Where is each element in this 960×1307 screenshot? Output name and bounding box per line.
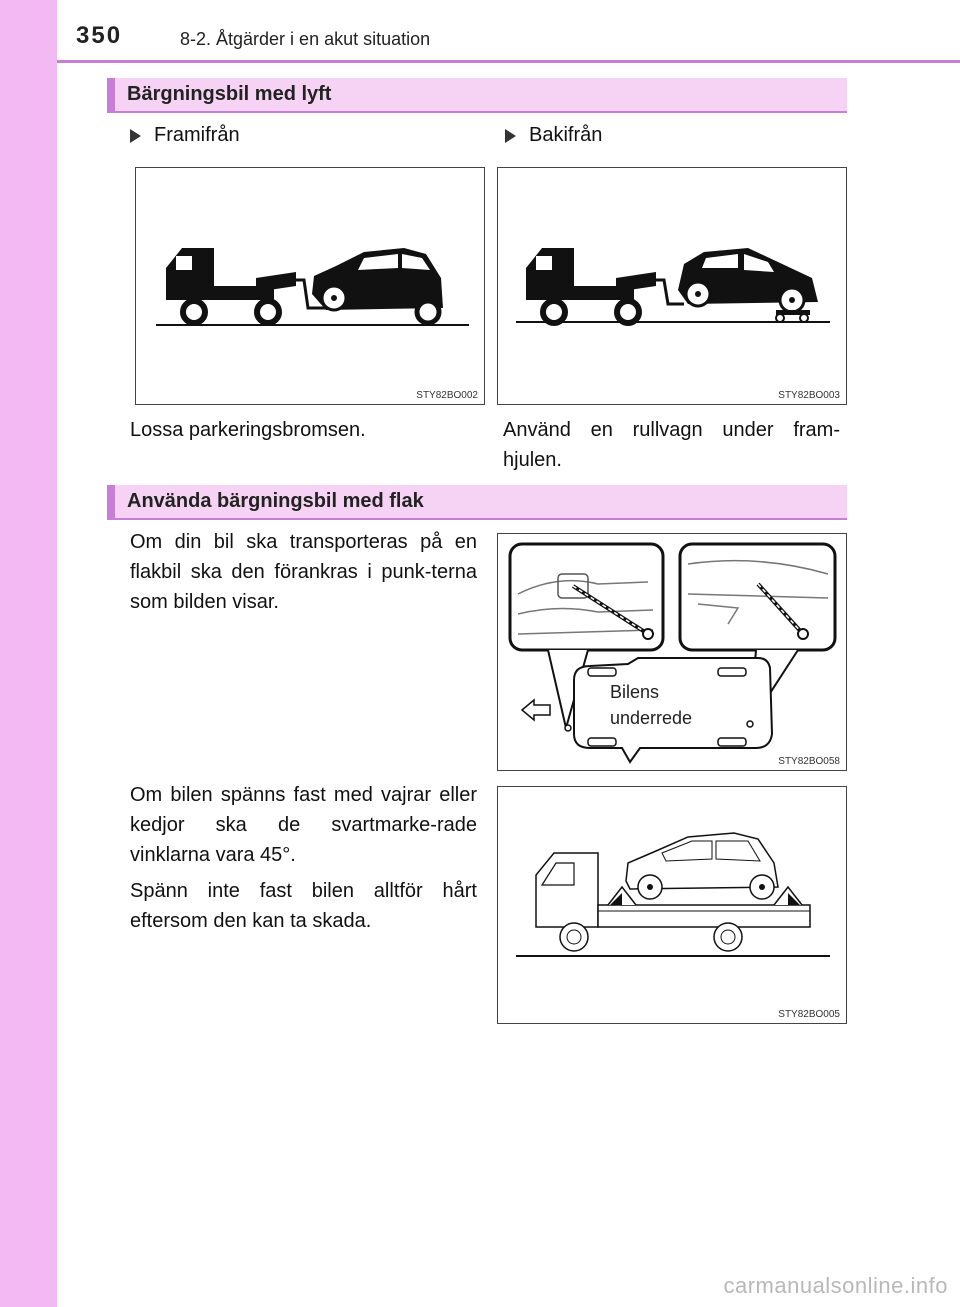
section-title-lift-truck xyxy=(107,78,847,113)
text-use-dolly: Använd en rullvagn under fram-hjulen. xyxy=(503,419,840,471)
text-flatbed-anchor: Om din bil ska transporteras på en flakbil ska den förankras i punk-terna som bilden visar. xyxy=(130,531,477,613)
figure-flatbed-truck xyxy=(497,786,847,1024)
page-number: 350 xyxy=(76,22,123,49)
subhead-rear xyxy=(505,124,602,147)
subhead-front xyxy=(130,124,240,147)
triangle-bullet-icon xyxy=(130,129,141,143)
figure-code: STY82BO058 xyxy=(778,756,840,767)
text-chain-angle: Om bilen spänns fast med vajrar eller kedjor ska de svartmarke-rade vinklarna vara 45°. xyxy=(130,784,477,866)
section-title-text: Bärgningsbil med lyft xyxy=(127,83,332,105)
figure-tow-front xyxy=(135,167,485,405)
text-release-brake: Lossa parkeringsbromsen. xyxy=(130,419,366,441)
tow-truck-rear-illustration xyxy=(498,168,846,404)
section-title-flatbed xyxy=(107,485,847,520)
figure-code: STY82BO002 xyxy=(416,390,478,401)
figure-tie-down-points xyxy=(497,533,847,771)
chapter-title: 8-2. Åtgärder i en akut situation xyxy=(180,29,431,49)
left-color-strip xyxy=(0,0,57,1307)
label-underbody-line1: Bilens xyxy=(610,682,660,702)
triangle-bullet-icon xyxy=(505,129,516,143)
watermark: carmanualsonline.info xyxy=(723,1273,948,1298)
subhead-front-label: Framifrån xyxy=(154,124,240,146)
header-rule xyxy=(57,60,960,63)
tow-truck-front-illustration xyxy=(136,168,484,404)
tie-down-points-illustration xyxy=(498,534,846,770)
figure-tow-rear xyxy=(497,167,847,405)
subhead-rear-label: Bakifrån xyxy=(529,124,603,146)
figure-code: STY82BO003 xyxy=(778,390,840,401)
text-do-not-overtighten: Spänn inte fast bilen alltför hårt eftersom den kan ta skada. xyxy=(130,880,477,932)
label-underbody-line2: underrede xyxy=(610,708,693,728)
flatbed-truck-illustration xyxy=(498,787,846,1023)
label-underbody xyxy=(610,679,692,731)
figure-code: STY82BO005 xyxy=(778,1009,840,1020)
section-title-text: Använda bärgningsbil med flak xyxy=(127,490,424,512)
